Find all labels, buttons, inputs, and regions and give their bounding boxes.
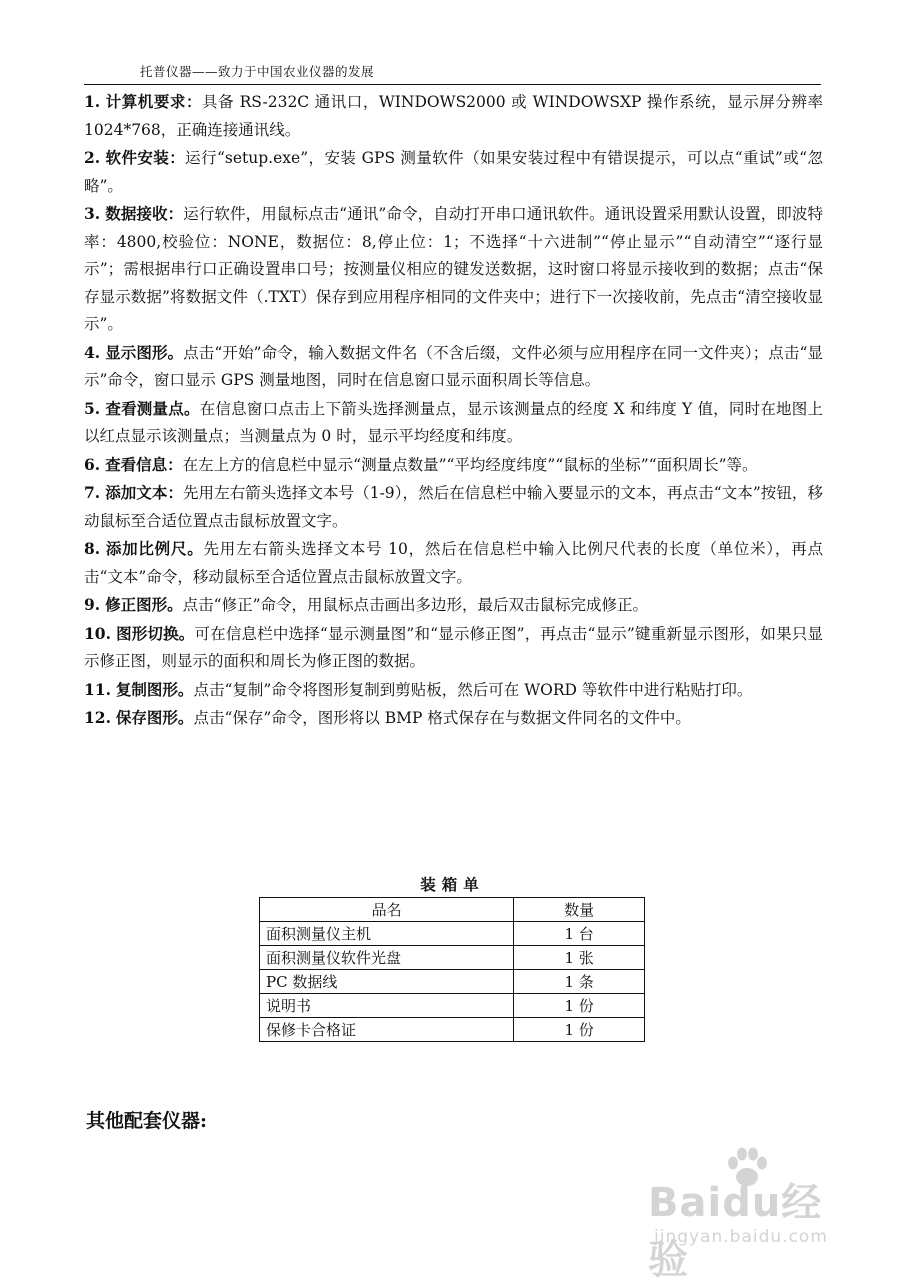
item-separator: ： [167,483,183,502]
instruction-item [84,479,823,535]
watermark-url: jingyan.baidu.com [654,1227,828,1247]
item-separator: 。 [167,342,184,362]
instruction-item [84,704,823,733]
page-header-text: 托普仪器——致力于中国农业仪器的发展 [140,64,375,79]
instruction-item [84,451,823,480]
packing-list-title: 装箱单 [420,875,485,894]
item-body: 点击“保存”命令，图形将以 BMP 格式保存在与数据文件同名的文件中。 [193,709,691,727]
item-heading: 保存图形 [115,708,178,727]
item-number: 8. [84,539,101,558]
item-number: 12. [84,708,111,727]
item-body: 在左上方的信息栏中显示“测量点数量”“平均经度纬度”“鼠标的坐标”“面积周长”等。 [182,455,758,474]
item-heading: 添加比例尺 [105,539,188,558]
item-heading: 查看信息 [105,454,168,474]
item-body: 点击“复制”命令将图形复制到剪贴板，然后可在 WORD 等软件中进行粘贴打印。 [193,680,753,699]
item-number: 6. [84,454,101,474]
item-heading: 数据接收 [105,204,168,223]
table-row [260,994,645,1018]
instruction-item [84,591,823,620]
item-body: 运行“setup.exe”，安装 GPS 测量软件（如果安装过程中有错误提示，可以点“重试”或“忽略”。 [84,149,823,195]
table-row [260,1018,645,1042]
quantity-cell: 1 台 [514,922,645,946]
instruction-item [84,339,823,395]
item-heading: 查看测量点 [105,398,184,418]
item-separator: ： [169,148,186,167]
item-name-cell: 保修卡合格证 [260,1018,514,1042]
item-body: 点击“开始”命令，输入数据文件名（不含后缀，文件必须与应用程序在同一文件夹）；点击“显示”命令，窗口显示 GPS 测量地图，同时在信息窗口显示面积周长等信息。 [84,343,823,389]
quantity-cell: 1 张 [514,946,645,970]
baidu-watermark [648,1147,858,1283]
item-heading: 计算机要求 [105,92,186,111]
item-name-cell: 面积测量仪软件光盘 [260,946,514,970]
item-body: 运行软件，用鼠标点击“通讯”命令，自动打开串口通讯软件。通讯设置采用默认设置，即波特率：4800,校验位：NONE，数据位：8,停止位：1；不选择“十六进制”“停止显示”“自动清空”“逐行显示”；需根据串行口正确设置串口号；按测量仪相应的键发送数据，这时窗口将显示接收到的数据；点击“保存显示数据”将数据文件（.TXT）保存到应用程序相同的文件夹中；进行下一次接收前，先点击“清空接收显示”。 [84,205,823,333]
item-heading: 图形切换 [116,623,179,643]
item-number: 7. [84,483,101,502]
table-row [260,946,645,970]
quantity-cell: 1 份 [514,1018,645,1042]
item-name-cell: PC 数据线 [260,970,514,994]
item-separator: ： [167,204,184,223]
item-number: 3. [84,204,101,223]
item-number: 10. [84,623,111,643]
item-body: 具备 RS-232C 通讯口，WINDOWS2000 或 WINDOWSXP 操作系统，显示屏分辨率 1024*768，正确连接通讯线。 [84,93,823,139]
item-name-cell: 面积测量仪主机 [260,922,514,946]
item-number: 1. [84,92,101,111]
item-heading: 软件安装 [105,148,170,167]
item-name-cell: 说明书 [260,994,514,1018]
table-row [260,970,645,994]
item-body: 在信息窗口点击上下箭头选择测量点，显示该测量点的经度 X 和纬度 Y 值，同时在地图上以红点显示该测量点；当测量点为 0 时，显示平均经度和纬度。 [84,399,823,445]
instruction-item [84,144,823,200]
watermark-brand: Baidu经验 [648,1180,823,1283]
item-number: 5. [84,398,101,418]
instruction-item [84,200,823,339]
other-instruments-heading: 其他配套仪器: [86,1110,208,1132]
item-separator: 。 [183,398,200,418]
item-separator: 。 [178,623,195,643]
instruction-item [84,676,823,705]
item-heading: 显示图形 [105,342,168,362]
item-separator: 。 [167,595,183,614]
packing-list-table [259,897,645,1042]
column-header-quantity: 数量 [514,898,645,922]
item-heading: 添加文本 [105,483,168,502]
item-number: 9. [84,595,101,614]
header-divider [84,84,821,85]
instruction-item [84,88,823,144]
item-separator: ： [167,454,183,474]
instruction-list [84,88,823,733]
instruction-item [84,620,823,676]
quantity-cell: 1 份 [514,994,645,1018]
item-separator: ： [185,92,203,111]
column-header-item-name: 品名 [260,898,514,922]
item-number: 11. [84,679,111,699]
item-body: 先用左右箭头选择文本号（1-9），然后在信息栏中输入要显示的文本，再点击“文本”按钮，移动鼠标至合适位置点击鼠标放置文字。 [84,484,823,530]
item-body: 点击“修正”命令，用鼠标点击画出多边形，最后双击鼠标完成修正。 [182,596,649,614]
item-separator: 。 [187,539,204,558]
item-heading: 复制图形 [115,679,178,699]
item-number: 2. [84,148,101,167]
item-heading: 修正图形 [105,595,168,614]
item-number: 4. [84,342,101,362]
table-header-row [260,898,645,922]
item-body: 可在信息栏中选择“显示测量图”和“显示修正图”，再点击“显示”键重新显示图形，如果只显示修正图，则显示的面积和周长为修正图的数据。 [84,624,823,670]
item-separator: 。 [177,679,194,699]
table-row [260,922,645,946]
item-separator: 。 [177,708,194,727]
instruction-item [84,395,823,451]
instruction-item [84,535,823,591]
quantity-cell: 1 条 [514,970,645,994]
item-body: 先用左右箭头选择文本号 10，然后在信息栏中输入比例尺代表的长度（单位米），再点击“文本”命令，移动鼠标至合适位置点击鼠标放置文字。 [84,540,823,586]
